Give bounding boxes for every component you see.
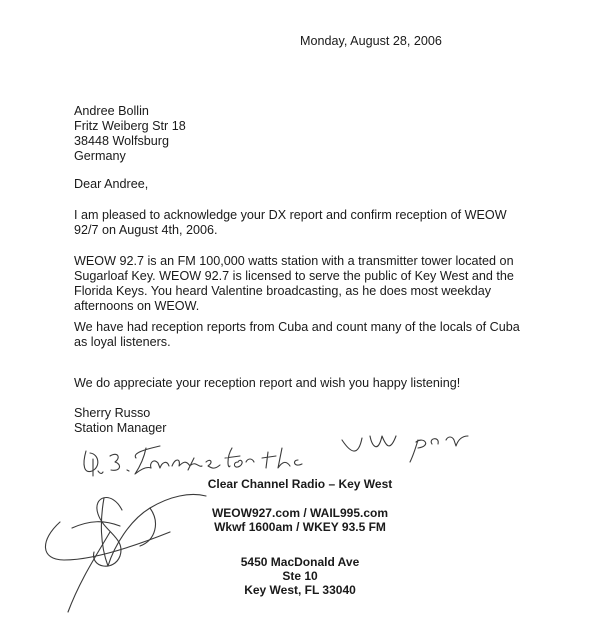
- signatory-title: Station Manager: [74, 421, 167, 435]
- letter-date: Monday, August 28, 2006: [300, 34, 442, 48]
- footer-suite: Ste 10: [282, 569, 318, 583]
- signatory-name: Sherry Russo: [74, 406, 151, 420]
- paragraph-3: [74, 320, 520, 350]
- paragraph-line: I am pleased to acknowledge your DX report and confirm reception of WEOW: [74, 208, 507, 222]
- footer-street: 5450 MacDonald Ave: [240, 555, 360, 569]
- footer-websites: WEOW927.com / WAIL995.com: [211, 506, 389, 520]
- greeting: Dear Andree,: [74, 177, 149, 191]
- recipient-country: Germany: [74, 149, 126, 163]
- paragraph-line: Sugarloaf Key. WEOW 92.7 is licensed to serve the public of Key West and the: [74, 269, 514, 283]
- recipient-address: [74, 104, 186, 164]
- paragraph-4: We do appreciate your reception report and wish you happy listening!: [74, 376, 461, 390]
- signature-block: [74, 406, 166, 436]
- paragraph-line: Florida Keys. You heard Valentine broadcasting, as he does most weekday: [74, 284, 492, 298]
- paragraph-line: afternoons on WEOW.: [74, 299, 200, 313]
- footer-company: Clear Channel Radio – Key West: [207, 477, 393, 491]
- footer-stations: Wkwf 1600am / WKEY 93.5 FM: [214, 520, 386, 534]
- paragraph-line: We have had reception reports from Cuba and count many of the locals of Cuba: [74, 320, 520, 334]
- paragraph-line: WEOW 92.7 is an FM 100,000 watts station with a transmitter tower located on: [74, 254, 514, 268]
- recipient-name: Andree Bollin: [74, 104, 149, 118]
- footer-city: Key West, FL 33040: [244, 583, 356, 597]
- signature-scrawl: [45, 495, 206, 613]
- recipient-city: 38448 Wolfsburg: [74, 134, 169, 148]
- paragraph-line: as loyal listeners.: [74, 335, 171, 349]
- paragraph-line: 92/7 on August 4th, 2006.: [74, 223, 218, 237]
- paragraph-2: [74, 254, 514, 314]
- handwritten-postscript: [84, 436, 468, 476]
- recipient-street: Fritz Weiberg Str 18: [74, 119, 186, 133]
- paragraph-1: [74, 208, 507, 238]
